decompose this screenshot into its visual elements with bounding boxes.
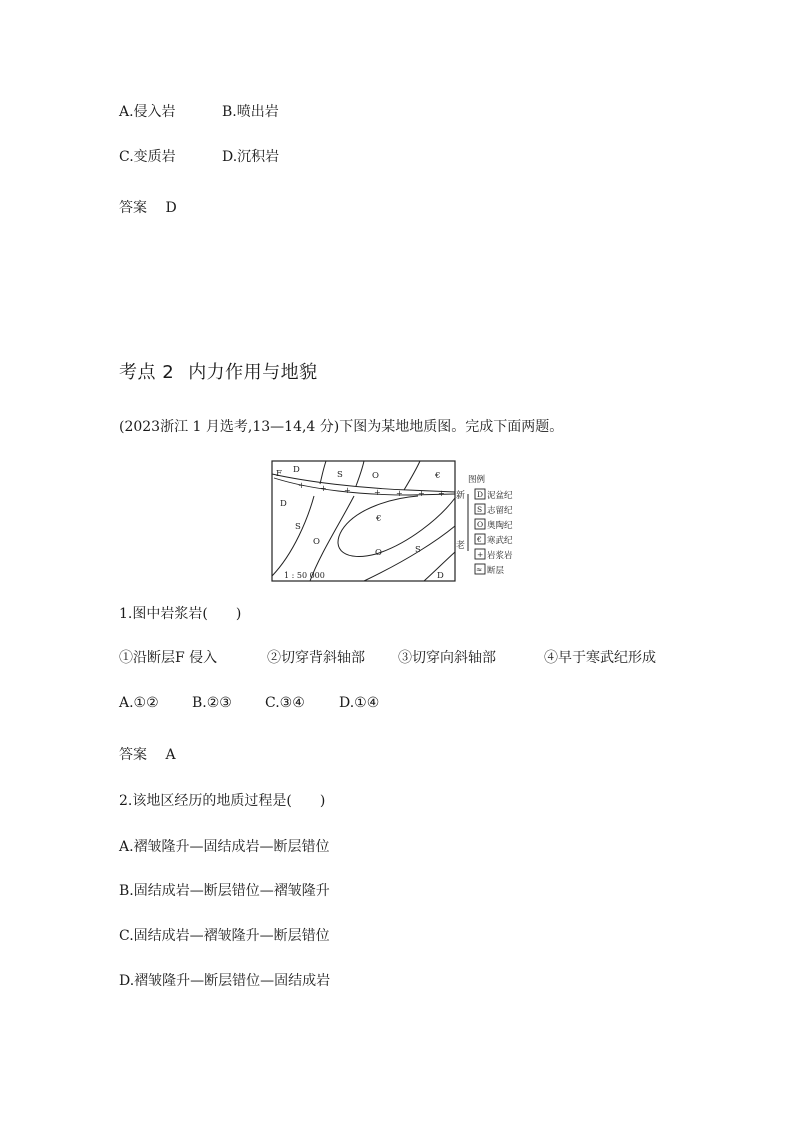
magma-mark: + bbox=[418, 489, 425, 498]
q0-option-c: C.变质岩 bbox=[119, 149, 176, 165]
magma-mark: + bbox=[320, 484, 327, 493]
legend-label: 奥陶纪 bbox=[487, 521, 513, 531]
magma-mark: + bbox=[438, 489, 445, 498]
legend-label: 泥盆纪 bbox=[487, 491, 513, 501]
label-d-top: D bbox=[293, 465, 300, 475]
legend-item-ordovician bbox=[475, 519, 513, 531]
boundary-s-o-top bbox=[356, 461, 364, 486]
section-heading bbox=[119, 362, 318, 384]
section-title: 内力作用与地貌 bbox=[188, 362, 318, 383]
q1-option-c: C.③④ bbox=[265, 695, 305, 711]
magmatic-rock-marks bbox=[298, 481, 445, 498]
label-s-right: S bbox=[415, 545, 421, 555]
q0-answer bbox=[119, 199, 177, 217]
label-c-top: € bbox=[435, 471, 441, 481]
label-new: 新 bbox=[456, 491, 466, 501]
legend-item-cambrian bbox=[475, 534, 513, 546]
legend-label: 寒武纪 bbox=[487, 536, 513, 546]
map-legend bbox=[468, 474, 513, 576]
legend-item-devonian bbox=[475, 489, 513, 501]
legend-label: 志留纪 bbox=[487, 506, 513, 516]
q1-answer bbox=[119, 746, 176, 764]
q0-option-d: D.沉积岩 bbox=[222, 149, 280, 165]
q1-option-d: D.①④ bbox=[339, 695, 380, 711]
label-d-left: D bbox=[280, 499, 287, 509]
label-o-center: O bbox=[375, 548, 382, 558]
section-number: 考点 2 bbox=[119, 362, 175, 383]
age-scale bbox=[456, 489, 468, 551]
q1-statement-2: ②切穿背斜轴部 bbox=[267, 650, 365, 666]
label-s-top: S bbox=[337, 470, 343, 480]
magma-mark: + bbox=[396, 489, 403, 498]
q2-option-b: B.固结成岩—断层错位—褶皱隆升 bbox=[119, 883, 330, 899]
magma-mark: + bbox=[298, 481, 305, 490]
label-f: F bbox=[276, 469, 282, 479]
q0-answer-value: D bbox=[165, 200, 177, 216]
geologic-map-figure bbox=[268, 458, 524, 586]
label-s-left: S bbox=[295, 522, 301, 532]
q0-option-a: A.侵入岩 bbox=[119, 104, 176, 120]
q1-statement-3: ③切穿向斜轴部 bbox=[398, 650, 496, 666]
label-d-bottom: D bbox=[437, 571, 444, 581]
q2-stem: 2.该地区经历的地质过程是( ) bbox=[119, 793, 326, 809]
q1-statement-4: ④早于寒武纪形成 bbox=[544, 650, 656, 666]
legend-symbol: O bbox=[477, 520, 484, 529]
q2-option-c: C.固结成岩—褶皱隆升—断层错位 bbox=[119, 928, 330, 944]
legend-item-fault bbox=[475, 564, 505, 576]
q1-option-a: A.①② bbox=[119, 695, 159, 711]
q0-answer-label: 答案 bbox=[119, 200, 147, 216]
q1-statement-1: ①沿断层F 侵入 bbox=[119, 650, 218, 666]
legend-symbol: ≈ bbox=[476, 565, 483, 574]
q1-answer-label: 答案 bbox=[119, 747, 147, 763]
label-o-left: O bbox=[313, 537, 320, 547]
q1-answer-value: A bbox=[165, 747, 176, 763]
legend-item-magmatic-rock bbox=[475, 549, 513, 561]
q0-option-b: B.喷出岩 bbox=[222, 104, 279, 120]
map-scale: 1 : 50 000 bbox=[284, 571, 325, 580]
q2-option-d: D.褶皱隆升—断层错位—固结成岩 bbox=[119, 973, 331, 989]
legend-symbol: S bbox=[477, 505, 483, 514]
boundary-o-c-fold bbox=[338, 496, 455, 557]
q2-option-a: A.褶皱隆升—固结成岩—断层错位 bbox=[119, 839, 330, 855]
legend-symbol: D bbox=[477, 490, 484, 499]
boundary-o-c-top bbox=[404, 461, 420, 490]
boundary-d-s-left bbox=[272, 496, 314, 576]
q1-option-b: B.②③ bbox=[192, 695, 232, 711]
label-c-center: € bbox=[376, 514, 382, 524]
legend-symbol: € bbox=[477, 535, 482, 544]
label-o-top: O bbox=[372, 471, 379, 481]
intro-text: (2023浙江 1 月选考,13—14,4 分)下图为某地地质图。完成下面两题。 bbox=[119, 419, 564, 435]
magma-mark: + bbox=[344, 486, 351, 495]
legend-item-silurian bbox=[475, 504, 513, 516]
magma-mark: + bbox=[374, 488, 381, 497]
boundary-d-s-top bbox=[320, 461, 326, 484]
legend-symbol: + bbox=[477, 550, 484, 559]
q1-stem: 1.图中岩浆岩( ) bbox=[119, 606, 242, 622]
legend-label: 岩浆岩 bbox=[487, 551, 513, 561]
label-old: 老 bbox=[456, 541, 466, 551]
legend-title: 图例 bbox=[468, 475, 486, 485]
legend-label: 断层 bbox=[487, 566, 505, 576]
